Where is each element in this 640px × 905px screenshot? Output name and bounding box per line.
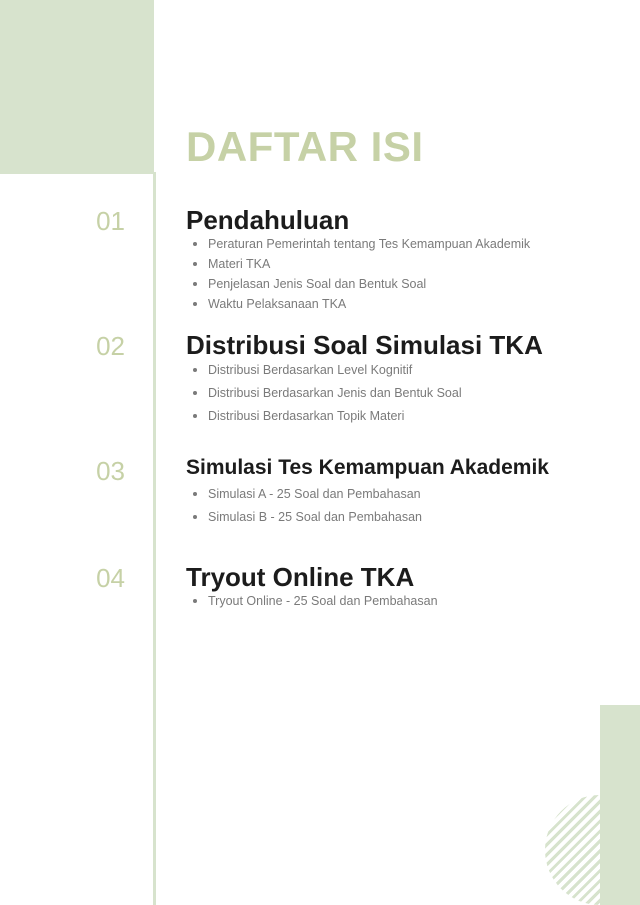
section-item-list <box>190 486 422 525</box>
list-item: Penjelasan Jenis Soal dan Bentuk Soal <box>190 276 530 292</box>
section-number: 03 <box>96 456 125 486</box>
list-item: Tryout Online - 25 Soal dan Pembahasan <box>190 593 438 609</box>
decor-vertical-line <box>153 172 156 905</box>
list-item: Distribusi Berdasarkan Jenis dan Bentuk Soal <box>190 385 462 401</box>
list-item: Simulasi B - 25 Soal dan Pembahasan <box>190 509 422 525</box>
list-item: Materi TKA <box>190 256 530 272</box>
section-title: Distribusi Soal Simulasi TKA <box>186 330 543 360</box>
decor-corner-block <box>0 0 154 174</box>
section-title: Pendahuluan <box>186 205 350 235</box>
list-item: Distribusi Berdasarkan Topik Materi <box>190 408 462 424</box>
section-item-list <box>190 236 530 312</box>
section-title: Simulasi Tes Kemampuan Akademik <box>186 456 549 479</box>
section-number: 01 <box>96 206 125 236</box>
decor-striped-circle <box>545 795 640 905</box>
list-item: Distribusi Berdasarkan Level Kognitif <box>190 362 462 378</box>
section-number: 02 <box>96 331 125 361</box>
section-item-list <box>190 593 438 609</box>
list-item: Peraturan Pemerintah tentang Tes Kemampuan Akademik <box>190 236 530 252</box>
section-item-list <box>190 362 462 424</box>
list-item: Waktu Pelaksanaan TKA <box>190 296 530 312</box>
section-number: 04 <box>96 563 125 593</box>
page-title: DAFTAR ISI <box>186 123 424 170</box>
section-title: Tryout Online TKA <box>186 562 415 592</box>
list-item: Simulasi A - 25 Soal dan Pembahasan <box>190 486 422 502</box>
